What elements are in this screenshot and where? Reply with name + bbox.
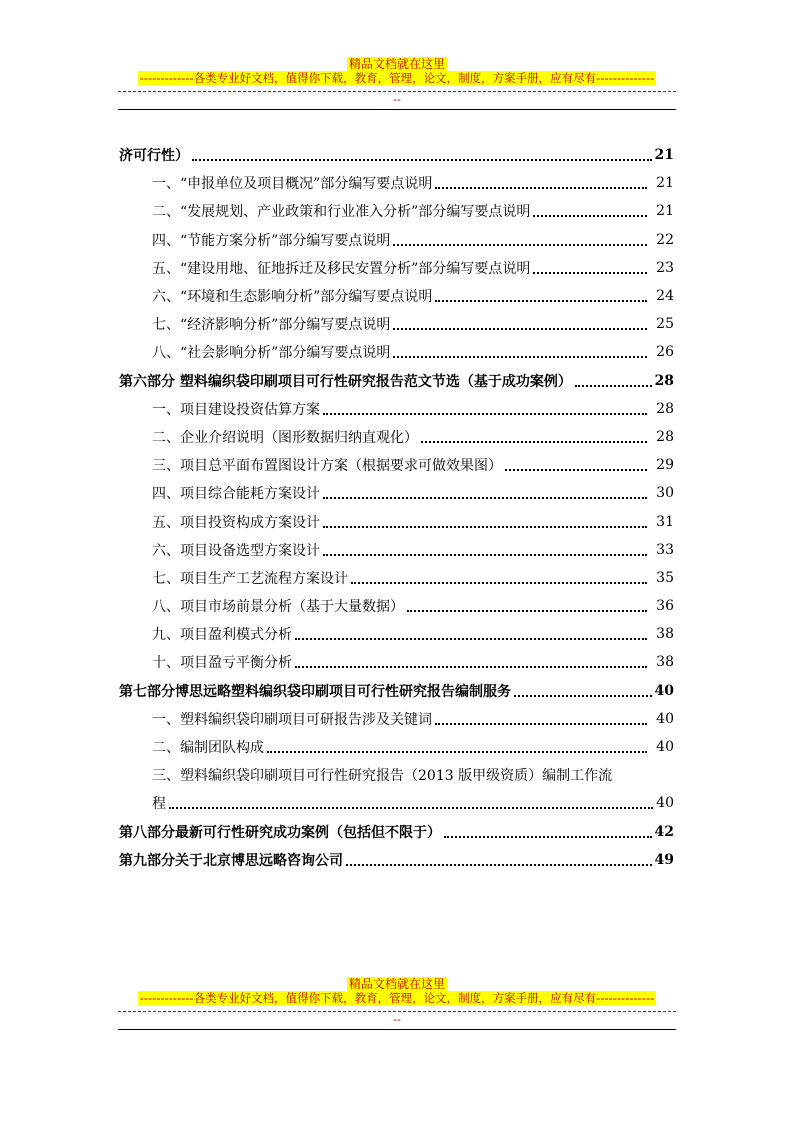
toc-label: 五、项目投资构成方案设计 [152,514,320,531]
toc-leader [346,850,652,866]
toc-entry[interactable] [119,310,674,338]
toc-leader [393,314,647,330]
toc-page: 24 [656,288,674,305]
toc-page: 29 [656,457,674,474]
toc-entry[interactable] [119,564,674,592]
toc-entry[interactable] [119,423,674,451]
toc-entry[interactable] [119,254,674,282]
toc-label: 第八部分最新可行性研究成功案例（包括但不限于） [119,824,441,841]
footer-rule [118,1029,676,1030]
toc-label: 八、“社会影响分析”部分编写要点说明 [152,345,391,362]
toc-label: 二、“发展规划、产业政策和行业准入分析”部分编写要点说明 [152,204,531,221]
header-dashed-rule [118,91,676,92]
footer-title: 精品文档就在这里 [348,977,445,991]
toc-entry[interactable] [119,648,674,676]
toc-page: 40 [654,682,674,699]
toc-leader [435,709,647,725]
toc-label: 三、塑料编织袋印刷项目可行性研究报告（2013 版甲级资质）编制工作流 [152,768,613,785]
page-footer [118,977,676,1030]
toc-leader [435,286,647,302]
toc-label: 第九部分关于北京博思远略咨询公司 [119,852,343,869]
toc-page: 40 [656,710,674,727]
toc-page: 38 [656,626,674,643]
toc-entry-continued[interactable] [119,789,674,817]
toc-leader [533,201,647,217]
toc-leader [393,342,647,358]
toc-leader [323,512,647,528]
toc-page: 26 [656,344,674,361]
toc-label: 二、编制团队构成 [152,740,264,757]
toc-entry[interactable] [119,451,674,479]
toc-entry[interactable] [119,705,674,733]
toc-entry[interactable] [119,818,674,846]
table-of-contents [119,141,674,874]
toc-leader [192,145,652,161]
toc-page: 42 [654,823,674,840]
toc-leader [421,427,647,443]
header-rule [118,109,676,110]
toc-page: 33 [656,541,674,558]
toc-label: 七、项目生产工艺流程方案设计 [152,570,348,587]
toc-entry[interactable] [119,197,674,225]
toc-page: 49 [654,851,674,868]
toc-leader [323,483,647,499]
toc-page: 40 [656,795,674,812]
toc-label: 九、项目盈利模式分析 [152,627,292,644]
toc-page: 21 [656,203,674,220]
toc-label: 四、“节能方案分析”部分编写要点说明 [152,232,391,249]
toc-leader [169,793,653,809]
toc-entry[interactable] [119,226,674,254]
toc-leader [575,371,652,387]
toc-entry[interactable] [119,592,674,620]
toc-entry[interactable] [119,367,674,395]
toc-entry[interactable] [119,536,674,564]
toc-entry[interactable] [119,479,674,507]
toc-label: 程 [152,796,166,813]
toc-label: 第七部分博思远略塑料编织袋印刷项目可行性研究报告编制服务 [119,683,511,700]
toc-leader [295,624,647,640]
toc-leader [393,230,647,246]
header-subtitle: -------------各类专业好文档，值得你下载，教育，管理，论文，制度，方案手册，应有尽有-------------- [139,71,655,85]
toc-page: 31 [656,513,674,530]
toc-entry[interactable] [119,761,674,789]
toc-leader [533,258,647,274]
toc-label: 三、项目总平面布置图设计方案（根据要求可做效果图） [152,458,502,475]
toc-leader [267,737,647,753]
toc-label: 十、项目盈亏平衡分析 [152,655,292,672]
toc-page: 35 [656,569,674,586]
header-title: 精品文档就在这里 [348,57,445,71]
toc-page: 40 [656,739,674,756]
toc-leader [295,652,647,668]
toc-page: 25 [656,316,674,333]
toc-leader [444,822,652,838]
toc-entry[interactable] [119,141,674,169]
toc-page: 28 [656,400,674,417]
toc-page: 23 [656,259,674,276]
toc-label: 济可行性） [119,148,189,165]
toc-leader [351,568,647,584]
toc-leader [323,540,647,556]
toc-page: 36 [656,598,674,615]
toc-label: 六、“环境和生态影响分析”部分编写要点说明 [152,289,433,306]
toc-label: 第六部分 塑料编织袋印刷项目可行性研究报告范文节选（基于成功案例） [119,373,572,390]
toc-label: 四、项目综合能耗方案设计 [152,486,320,503]
toc-page: 22 [656,231,674,248]
toc-entry[interactable] [119,338,674,366]
toc-entry[interactable] [119,846,674,874]
footer-dashed-rule [118,1011,676,1012]
toc-label: 六、项目设备选型方案设计 [152,542,320,559]
toc-page: 30 [656,485,674,502]
toc-entry[interactable] [119,733,674,761]
toc-page: 21 [654,147,674,164]
toc-leader [323,399,647,415]
footer-dashes: -- [393,1013,401,1026]
toc-entry[interactable] [119,677,674,705]
toc-entry[interactable] [119,395,674,423]
toc-entry[interactable] [119,169,674,197]
toc-label: 一、“申报单位及项目概况”部分编写要点说明 [152,176,433,193]
toc-page: 28 [656,428,674,445]
toc-label: 八、项目市场前景分析（基于大量数据） [152,599,404,616]
toc-page: 21 [656,175,674,192]
toc-label: 一、项目建设投资估算方案 [152,401,320,418]
toc-leader [505,455,647,471]
page-header [118,57,676,110]
toc-leader [407,596,647,612]
toc-leader [514,681,652,697]
header-dashes: -- [393,93,401,106]
toc-entry[interactable] [119,507,674,535]
toc-label: 五、“建设用地、征地拆迁及移民安置分析”部分编写要点说明 [152,260,531,277]
toc-page: 28 [654,372,674,389]
toc-page: 38 [656,654,674,671]
toc-label: 七、“经济影响分析”部分编写要点说明 [152,317,391,334]
footer-subtitle: -------------各类专业好文档，值得你下载，教育，管理，论文，制度，方案手册，应有尽有-------------- [139,991,655,1005]
toc-leader [435,173,647,189]
toc-label: 二、企业介绍说明（图形数据归纳直观化） [152,429,418,446]
toc-entry[interactable] [119,620,674,648]
toc-entry[interactable] [119,282,674,310]
toc-label: 一、塑料编织袋印刷项目可研报告涉及关键词 [152,711,432,728]
